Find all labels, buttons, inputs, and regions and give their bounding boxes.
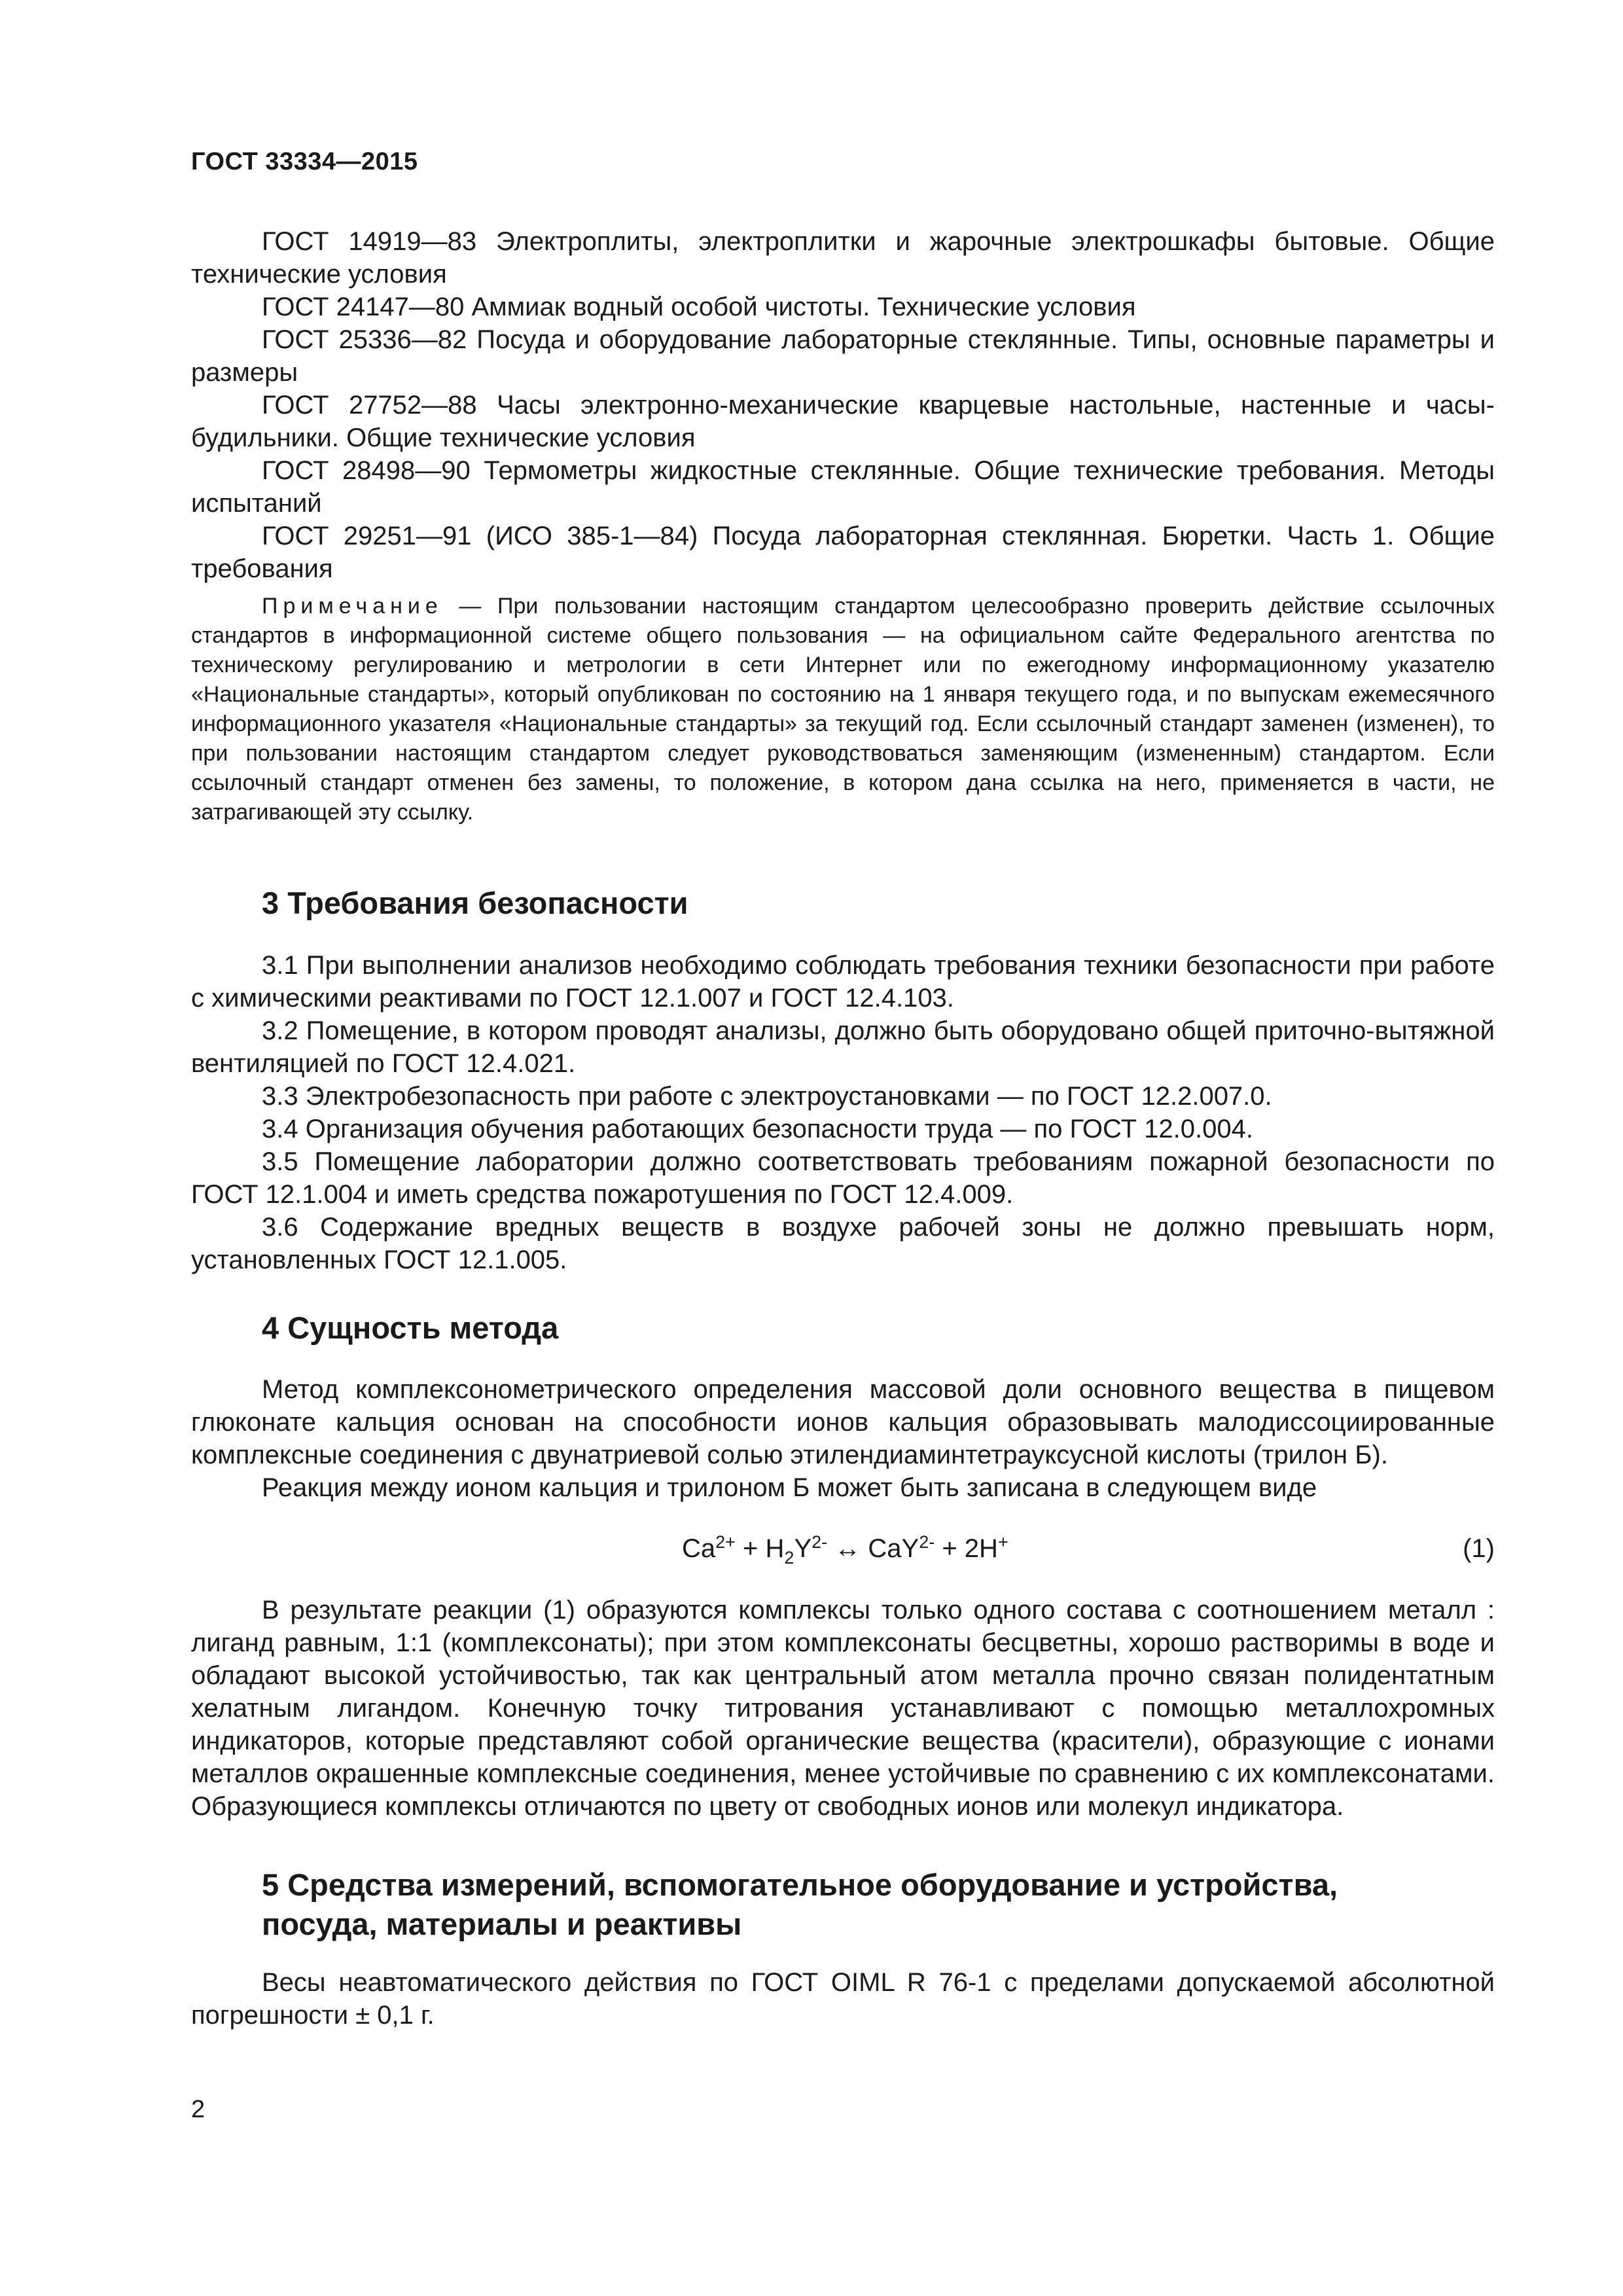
reaction-intro: Реакция между ионом кальция и трилоном Б может быть записана в следующем виде <box>262 1473 1317 1502</box>
reaction-formula <box>191 1529 1495 1568</box>
section-3-body <box>191 949 1495 1276</box>
section-4-heading: 4 Сущность метода <box>262 1310 559 1345</box>
section-5-heading <box>262 1865 1338 1944</box>
section-3-heading: 3 Требования безопасности <box>262 886 688 920</box>
section-4-body <box>191 1373 1495 1504</box>
note-text: — При пользовании настоящим стандартом целесообразно проверить действие ссылочных стандартов в информационной системе общего пользования — на официальном сайте Федерального агентства по техническому регулированию и метрологии в сети Интернет или по ежегодному информационному указателю «Национальные стандарты», который опубликован по состоянию на 1 января текущего года, и по выпускам ежемесячного информационного указателя «Национальные стандарты» за текущий год. Если ссылочный стандарт заменен (изменен), то при пользовании настоящим стандартом следует руководствоваться заменяющим (измененным) стандартом. Если ссылочный стандарт отменен без замены, то положение, в котором дана ссылка на него, применяется в части, не затрагивающей эту ссылку. <box>191 594 1495 825</box>
clause-3-4: 3.4 Организация обучения работающих безопасности труда — по ГОСТ 12.0.004. <box>262 1115 1253 1143</box>
clause-3-3: 3.3 Электробезопасность при работе с электроустановками — по ГОСТ 12.2.007.0. <box>262 1082 1272 1111</box>
clause-3-2: 3.2 Помещение, в котором проводят анализы, должно быть оборудовано общей приточно-вытяжной вентиляцией по ГОСТ 12.4.021. <box>191 1016 1495 1078</box>
note-paragraph <box>191 592 1495 827</box>
clause-3-5: 3.5 Помещение лаборатории должно соответствовать требованиям пожарной безопасности по ГОСТ 12.1.004 и иметь средства пожаротушения по ГОСТ 12.4.009. <box>191 1147 1495 1209</box>
document-header: ГОСТ 33334—2015 <box>191 148 418 175</box>
reference-note <box>191 592 1495 827</box>
formula-expression: $Ca^{2+} + H_2Y^{2-}$ ↔ CaY$^{2-}$ + 2H+ <box>682 1532 1008 1568</box>
formula-number: (1) <box>1463 1534 1495 1563</box>
reference-item: ГОСТ 14919—83 Электроплиты, электроплитки и жарочные электрошкафы бытовые. Общие технические условия <box>191 227 1495 289</box>
reference-item: ГОСТ 27752—88 Часы электронно-механические кварцевые настольные, настенные и часы-будильники. Общие технические условия <box>191 391 1495 452</box>
reference-item: ГОСТ 24147—80 Аммиак водный особой чистоты. Технические условия <box>262 293 1136 321</box>
reference-item: ГОСТ 28498—90 Термометры жидкостные стеклянные. Общие технические требования. Методы испытаний <box>191 456 1495 518</box>
section-5-body <box>191 1966 1495 2032</box>
reaction-explanation <box>191 1594 1495 1823</box>
normative-references <box>191 225 1495 585</box>
explanation-paragraph: В результате реакции (1) образуются комплексы только одного состава с соотношением металл : лиганд равным, 1:1 (комплексонаты); при этом комплексонаты бесцветны, хорошо растворимы в воде и обладают высокой устойчивостью, так как центральный атом металла прочно связан полидентатным хелатным лигандом. Конечную точку титрования устанавливают с помощью металлохромных индикаторов, которые представляют собой органические вещества (красители), образующие с ионами металлов окрашенные комплексные соединения, менее устойчивые по сравнению с их комплексонатами. Образующиеся комплексы отличаются по цвету от свободных ионов или молекул индикатора. <box>191 1596 1495 1821</box>
section-5-heading-line1: 5 Средства измерений, вспомогательное оборудование и устройства, <box>262 1867 1338 1902</box>
clause-3-6: 3.6 Содержание вредных веществ в воздухе рабочей зоны не должно превышать норм, установленных ГОСТ 12.1.005. <box>191 1213 1495 1274</box>
method-paragraph: Метод комплексонометрического определения массовой доли основного вещества в пищевом глюконате кальция основан на способности ионов кальция образовывать малодиссоциированные комплексные соединения с двунатриевой солью этилендиаминтетрауксусной кислоты (трилон Б). <box>191 1375 1495 1469</box>
section-5-heading-line2: посуда, материалы и реактивы <box>262 1907 742 1941</box>
scales-paragraph: Весы неавтоматического действия по ГОСТ OIML R 76-1 с пределами допускаемой абсолютной погрешности ± 0,1 г. <box>191 1968 1495 2030</box>
clause-3-1: 3.1 При выполнении анализов необходимо соблюдать требования техники безопасности при работе с химическими реактивами по ГОСТ 12.1.007 и ГОСТ 12.4.103. <box>191 951 1495 1013</box>
note-label: Примечание <box>262 594 443 619</box>
reference-item: ГОСТ 25336—82 Посуда и оборудование лабораторные стеклянные. Типы, основные параметры и размеры <box>191 325 1495 387</box>
reference-item: ГОСТ 29251—91 (ИСО 385-1—84) Посуда лабораторная стеклянная. Бюретки. Часть 1. Общие требования <box>191 522 1495 583</box>
page-number: 2 <box>191 2096 205 2123</box>
